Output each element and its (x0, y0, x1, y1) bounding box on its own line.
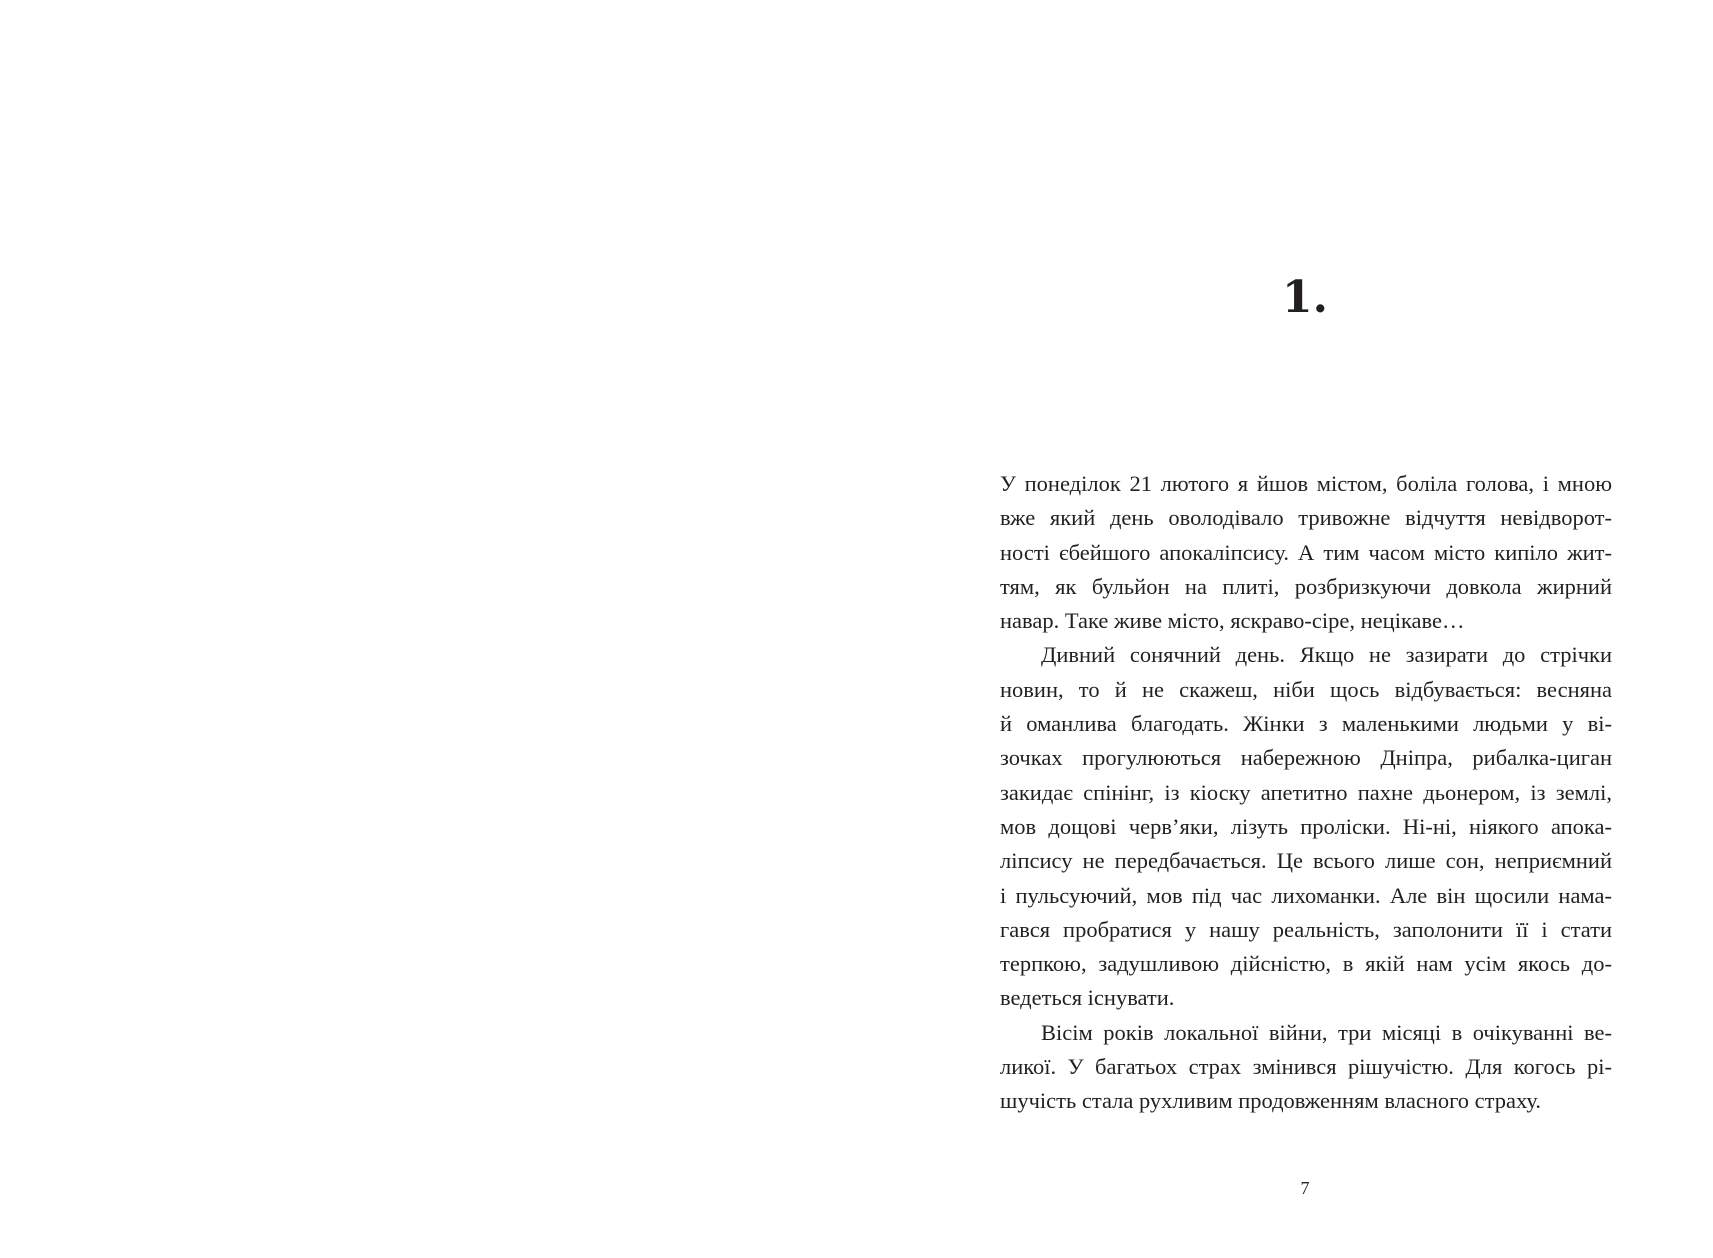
text-line: ведеться існувати. (1000, 985, 1175, 1011)
text-line: навар. Таке живе місто, яскраво-сіре, нецікаве… (1000, 608, 1465, 634)
text-line: й оманлива благодать. Жінки з маленькими людьми у ві- (1000, 711, 1612, 737)
text-line: терпкою, задушливою дійсністю, в якій нам усім якось до- (1000, 951, 1612, 977)
text-line: ності єбейшого апокаліпсису. А тим часом місто кипіло жит- (1000, 539, 1612, 565)
text-line: вже який день оволодівало тривожне відчуття невідворот- (1000, 505, 1612, 531)
text-line: ликої. У багатьох страх змінився рішучістю. Для когось рі- (1000, 1054, 1612, 1080)
chapter-body-text (1000, 467, 1612, 1119)
text-line: зочках прогулюються набережною Дніпра, рибалка-циган (1000, 745, 1612, 771)
text-line: Дивний сонячний день. Якщо не зазирати до стрічки (1041, 642, 1612, 668)
text-line: новин, то й не скажеш, ніби щось відбувається: весняна (1000, 676, 1612, 702)
text-line: Вісім років локальної війни, три місяці в очікуванні ве- (1041, 1019, 1612, 1045)
text-line: У понеділок 21 лютого я йшов містом, боліла голова, і мною (1000, 471, 1612, 496)
page-number: 7 (1300, 1178, 1310, 1198)
left-page-blank (0, 0, 856, 1258)
text-line: мов дощові черв’яки, лізуть проліски. Ні-ні, ніякого апока- (1000, 813, 1612, 839)
text-line: закидає спінінг, із кіоску апетитно пахне дьонером, із землі, (1000, 779, 1612, 805)
chapter-number: 1. (1282, 272, 1328, 323)
text-line: тям, як бульйон на плиті, розбризкуючи довкола жирний (1000, 573, 1612, 599)
text-line: гався пробратися у нашу реальність, заполонити її і стати (1000, 916, 1612, 942)
text-line: ліпсису не передбачається. Це всього лише сон, неприємний (1000, 848, 1612, 874)
text-line: шучість стала рухливим продовженням власного страху. (1000, 1088, 1542, 1114)
text-line: і пульсуючий, мов під час лихоманки. Але він щосили нама- (1000, 882, 1612, 908)
